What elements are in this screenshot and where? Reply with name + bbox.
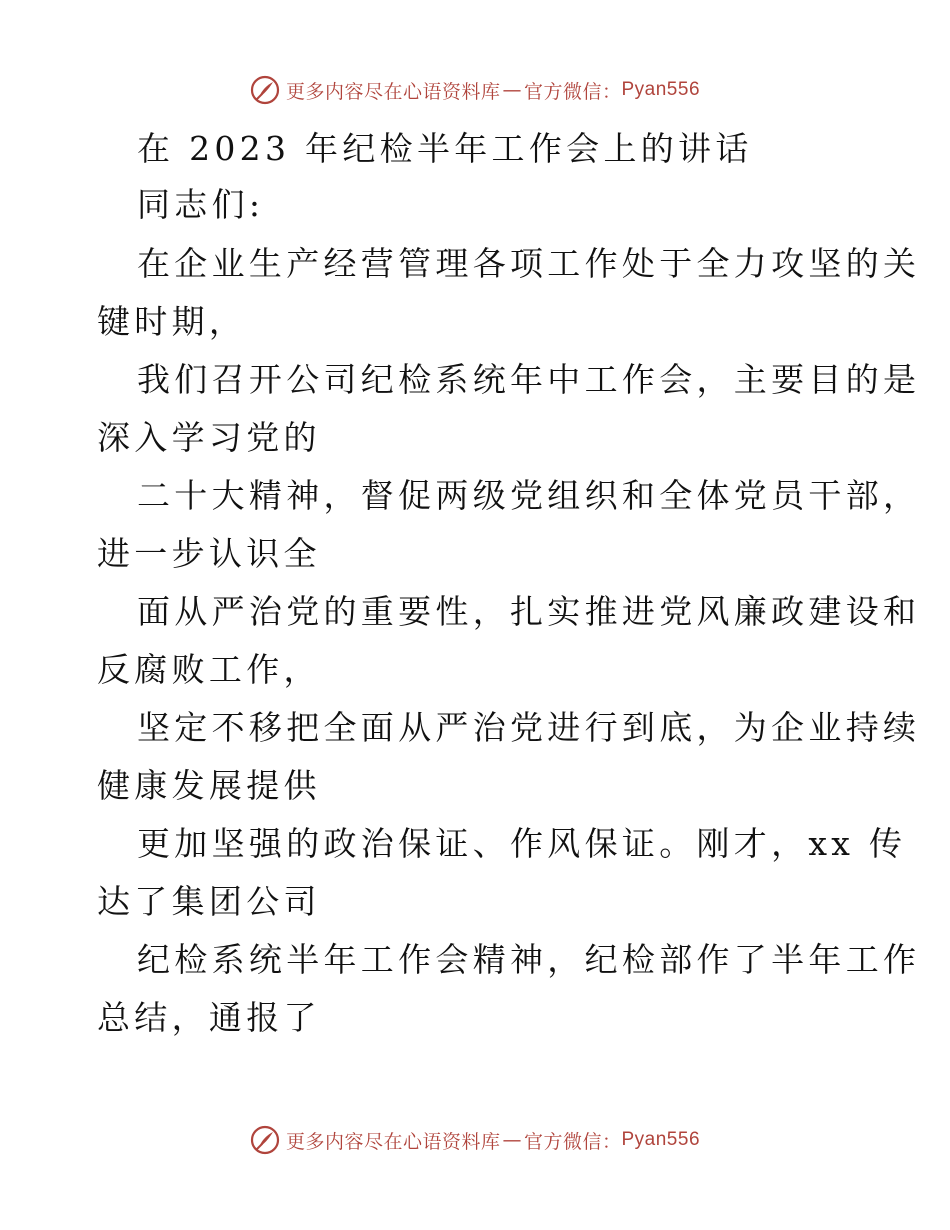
footer-watermark [0,1120,950,1160]
paragraph-line: 反腐败工作， [97,650,321,689]
paragraph-line: 健康发展提供 [97,766,321,805]
paragraph-line: 我们召开公司纪检系统年中工作会，主要目的是 [137,360,921,399]
paragraph-line: 总结，通报了 [97,998,321,1037]
watermark-contact-label: 官方微信： [523,1130,622,1153]
quill-logo-icon [250,1125,280,1155]
watermark-separator: — [502,1129,522,1151]
paragraph-line: 深入学习党的 [97,418,321,457]
paragraph-line: 二十大精神，督促两级党组织和全体党员干部， [137,476,921,515]
watermark-text: 更多内容尽在心语资料库 [285,1130,501,1153]
paragraph-line: 纪检系统半年工作会精神，纪检部作了半年工作 [137,940,921,979]
paragraph-line: 进一步认识全 [97,534,321,573]
document-title: 在 2023 年纪检半年工作会上的讲话 [137,129,753,168]
paragraph-line: 面从严治党的重要性，扎实推进党风廉政建设和 [137,592,921,631]
paragraph-line: 坚定不移把全面从严治党进行到底，为企业持续 [137,708,921,747]
paragraph-line: 在企业生产经营管理各项工作处于全力攻坚的关 [137,244,921,283]
watermark-text: 更多内容尽在心语资料库 [285,80,501,103]
watermark-contact-id: Pyan556 [621,1129,701,1150]
quill-logo-icon [250,75,280,105]
document-body [97,122,921,1047]
watermark-contact-id: Pyan556 [621,79,701,100]
paragraph-line: 达了集团公司 [97,882,321,921]
watermark-contact-label: 官方微信： [523,80,622,103]
watermark-separator: — [502,79,522,101]
header-watermark [0,70,950,110]
paragraph-line: 键时期， [97,302,247,341]
greeting: 同志们: [137,185,265,224]
paragraph-line: 更加坚强的政治保证、作风保证。刚才，xx 传 [137,824,907,863]
